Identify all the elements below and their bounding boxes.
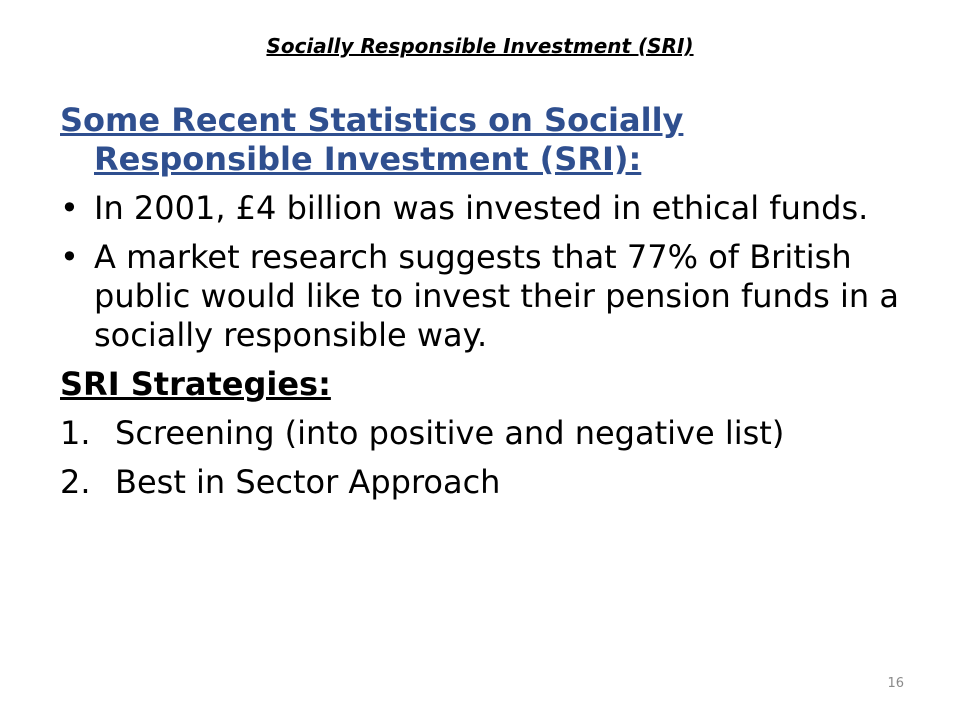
strategy-text: Best in Sector Approach (115, 463, 501, 501)
bullet-text: A market research suggests that 77% of British public would like to invest their pension funds in a socially responsible way. (94, 238, 899, 354)
slide-title: Socially Responsible Investment (SRI) (266, 34, 694, 58)
bullet-item (60, 189, 900, 228)
bullet-icon: • (60, 189, 79, 227)
statistics-heading: Some Recent Statistics on Socially Responsible Investment (SRI): (60, 101, 684, 178)
strategy-number: 1. (60, 414, 91, 452)
page-number: 16 (887, 676, 904, 691)
strategy-text: Screening (into positive and negative list) (115, 414, 785, 452)
bullet-item (60, 238, 900, 355)
slide-content (60, 101, 900, 512)
bullet-text: In 2001, £4 billion was invested in ethical funds. (94, 189, 869, 227)
strategy-number: 2. (60, 463, 91, 501)
strategy-item (60, 414, 900, 453)
bullet-icon: • (60, 238, 79, 276)
strategy-item (60, 463, 900, 502)
strategies-heading: SRI Strategies: (60, 365, 331, 403)
